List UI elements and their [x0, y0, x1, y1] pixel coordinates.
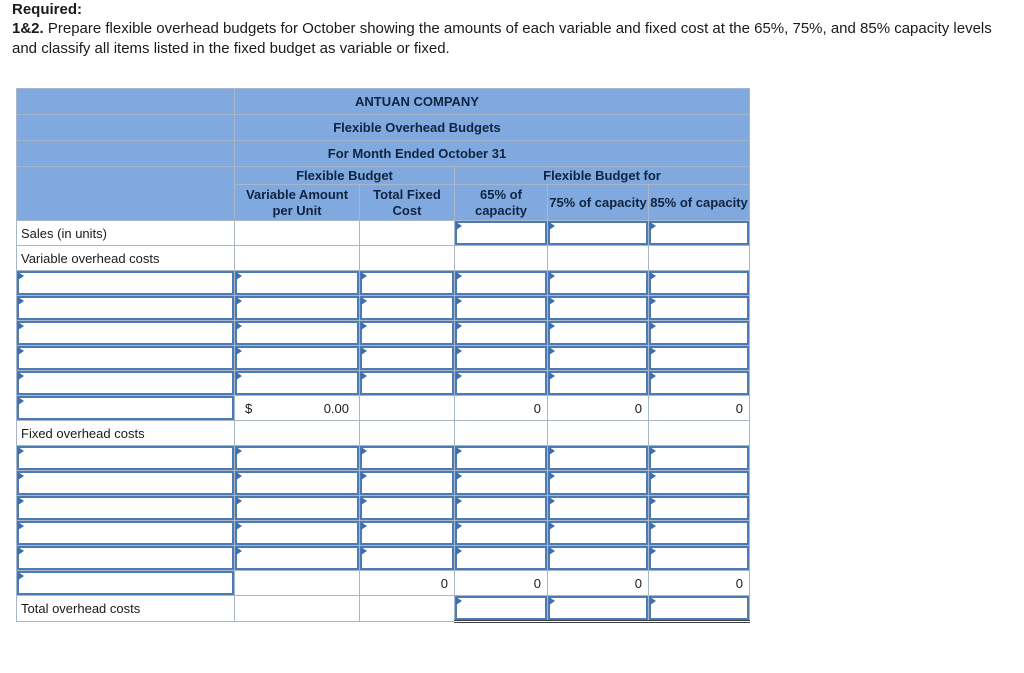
fixed-85-input[interactable]	[649, 496, 750, 521]
variable-rate-input[interactable]	[235, 346, 360, 371]
fixed-item-input[interactable]	[17, 546, 235, 571]
fixed-rate-input[interactable]	[235, 546, 360, 571]
variable-total-65: 0	[455, 396, 548, 421]
row-label-variable-overhead: Variable overhead costs	[17, 246, 235, 271]
cell-blank	[455, 421, 548, 446]
instructions-body: Prepare flexible overhead budgets for October showing the amounts of each variable and fixed cost at the 65%, 75%, and 85% capacity levels and classify all items listed in the fixed budget as variable or fixed.	[12, 20, 992, 57]
cell-blank	[548, 421, 649, 446]
fixed-75-input[interactable]	[548, 546, 649, 571]
instructions-text	[12, 19, 1017, 59]
cell-blank	[360, 246, 455, 271]
flexible-budget-table	[16, 88, 750, 623]
variable-rate-input[interactable]	[235, 321, 360, 346]
variable-65-input[interactable]	[455, 271, 548, 296]
cell-blank	[235, 596, 360, 622]
variable-item-input[interactable]	[17, 346, 235, 371]
fixed-85-input[interactable]	[649, 546, 750, 571]
fixed-75-input[interactable]	[548, 471, 649, 496]
cell-blank	[360, 596, 455, 622]
fixed-65-input[interactable]	[455, 521, 548, 546]
variable-item-input[interactable]	[17, 296, 235, 321]
variable-rate-input[interactable]	[235, 296, 360, 321]
cell-blank	[360, 396, 455, 421]
fixed-65-input[interactable]	[455, 471, 548, 496]
header-blank	[17, 115, 235, 141]
fixed-85-input[interactable]	[649, 471, 750, 496]
budget-period: For Month Ended October 31	[235, 141, 750, 167]
variable-fixed-input[interactable]	[360, 271, 455, 296]
cell-blank	[235, 571, 360, 596]
fixed-item-input[interactable]	[17, 471, 235, 496]
variable-65-input[interactable]	[455, 296, 548, 321]
fixed-item-input[interactable]	[17, 496, 235, 521]
variable-fixed-input[interactable]	[360, 296, 455, 321]
fixed-85-input[interactable]	[649, 446, 750, 471]
instructions-prefix: 1&2.	[12, 20, 44, 37]
fixed-total-75: 0	[548, 571, 649, 596]
cell-blank	[649, 421, 750, 446]
fixed-65-input[interactable]	[455, 546, 548, 571]
row-label-total-overhead: Total overhead costs	[17, 596, 235, 622]
cell-blank	[360, 421, 455, 446]
budget-title: Flexible Overhead Budgets	[235, 115, 750, 141]
fixed-total-input[interactable]	[360, 521, 455, 546]
variable-75-input[interactable]	[548, 371, 649, 396]
fixed-total-85: 0	[649, 571, 750, 596]
cell-blank	[235, 246, 360, 271]
fixed-rate-input[interactable]	[235, 446, 360, 471]
col-65-capacity: 65% of capacity	[455, 185, 548, 221]
sales-75-input[interactable]	[548, 221, 649, 246]
variable-65-input[interactable]	[455, 321, 548, 346]
variable-item-input[interactable]	[17, 371, 235, 396]
fixed-total-fixed-cost: 0	[360, 571, 455, 596]
variable-total-85: 0	[649, 396, 750, 421]
variable-item-input[interactable]	[17, 321, 235, 346]
cell-blank	[548, 246, 649, 271]
variable-75-input[interactable]	[548, 346, 649, 371]
fixed-65-input[interactable]	[455, 446, 548, 471]
group-flexible-budget: Flexible Budget	[235, 167, 455, 185]
cell-blank	[235, 221, 360, 246]
sales-85-input[interactable]	[649, 221, 750, 246]
variable-85-input[interactable]	[649, 371, 750, 396]
sales-65-input[interactable]	[455, 221, 548, 246]
header-blank	[17, 89, 235, 115]
variable-rate-total	[235, 396, 360, 421]
col-variable-amount-per-unit: Variable Amount per Unit	[235, 185, 360, 221]
cell-blank	[649, 246, 750, 271]
fixed-item-input[interactable]	[17, 446, 235, 471]
total-overhead-85-input[interactable]	[649, 596, 750, 622]
variable-65-input[interactable]	[455, 346, 548, 371]
variable-85-input[interactable]	[649, 321, 750, 346]
cell-blank	[360, 221, 455, 246]
variable-rate-input[interactable]	[235, 371, 360, 396]
fixed-rate-input[interactable]	[235, 521, 360, 546]
variable-fixed-input[interactable]	[360, 346, 455, 371]
row-label-fixed-overhead: Fixed overhead costs	[17, 421, 235, 446]
fixed-65-input[interactable]	[455, 496, 548, 521]
required-heading: Required:	[12, 1, 83, 18]
fixed-75-input[interactable]	[548, 521, 649, 546]
currency-symbol: $	[245, 400, 253, 416]
row-label-sales: Sales (in units)	[17, 221, 235, 246]
variable-rate-input[interactable]	[235, 271, 360, 296]
fixed-85-input[interactable]	[649, 521, 750, 546]
header-blank	[17, 167, 235, 221]
fixed-total-65: 0	[455, 571, 548, 596]
variable-item-input[interactable]	[17, 271, 235, 296]
fixed-rate-input[interactable]	[235, 471, 360, 496]
variable-85-input[interactable]	[649, 296, 750, 321]
variable-75-input[interactable]	[548, 296, 649, 321]
variable-total-label-input[interactable]	[17, 396, 235, 421]
total-overhead-75-input[interactable]	[548, 596, 649, 622]
fixed-total-input[interactable]	[360, 546, 455, 571]
variable-total-75: 0	[548, 396, 649, 421]
col-75-capacity: 75% of capacity	[548, 185, 649, 221]
fixed-item-input[interactable]	[17, 521, 235, 546]
cell-blank	[455, 246, 548, 271]
fixed-total-input[interactable]	[360, 496, 455, 521]
variable-85-input[interactable]	[649, 271, 750, 296]
col-85-capacity: 85% of capacity	[649, 185, 750, 221]
cell-blank	[235, 421, 360, 446]
fixed-total-input[interactable]	[360, 446, 455, 471]
variable-85-input[interactable]	[649, 346, 750, 371]
fixed-75-input[interactable]	[548, 496, 649, 521]
fixed-total-label-input[interactable]	[17, 571, 235, 596]
variable-fixed-input[interactable]	[360, 371, 455, 396]
variable-rate-total-value: 0.00	[323, 400, 349, 416]
variable-65-input[interactable]	[455, 371, 548, 396]
fixed-total-input[interactable]	[360, 471, 455, 496]
fixed-rate-input[interactable]	[235, 496, 360, 521]
variable-75-input[interactable]	[548, 271, 649, 296]
company-name: ANTUAN COMPANY	[235, 89, 750, 115]
variable-75-input[interactable]	[548, 321, 649, 346]
fixed-75-input[interactable]	[548, 446, 649, 471]
variable-fixed-input[interactable]	[360, 321, 455, 346]
total-overhead-65-input[interactable]	[455, 596, 548, 622]
col-total-fixed-cost: Total Fixed Cost	[360, 185, 455, 221]
group-flexible-budget-for: Flexible Budget for	[455, 167, 750, 185]
header-blank	[17, 141, 235, 167]
